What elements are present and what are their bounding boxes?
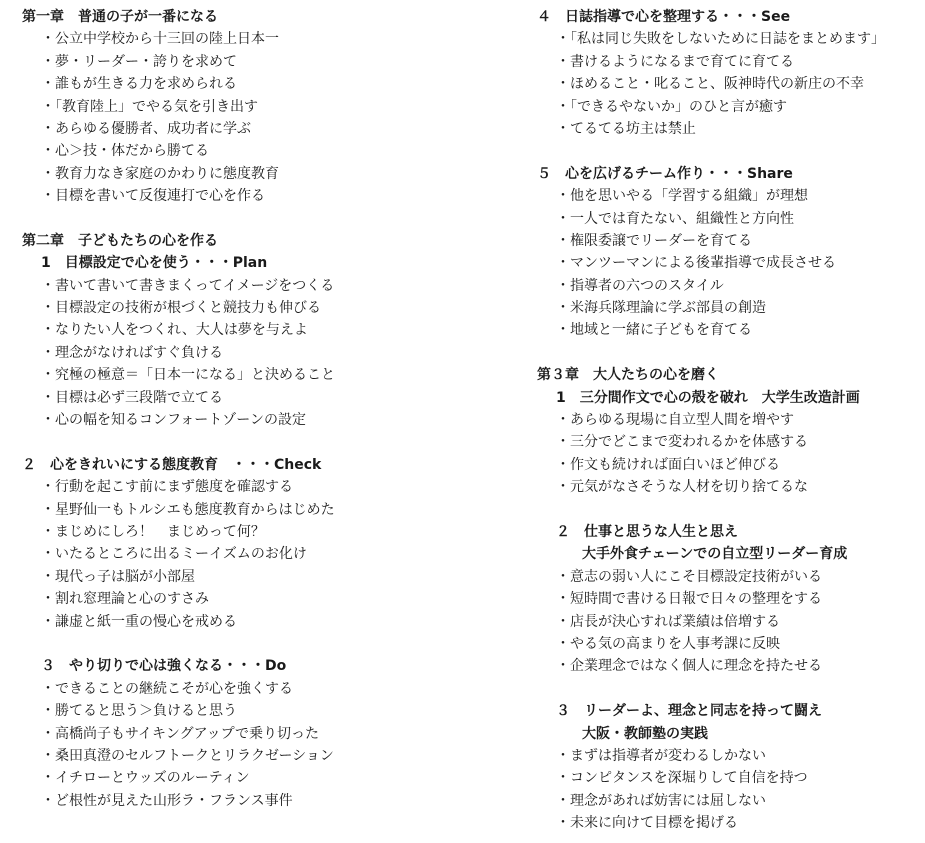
- section-spacer: [537, 342, 925, 364]
- section-heading: 大手外食チェーンでの自立型リーダー育成: [582, 546, 848, 563]
- toc-column-left: [22, 6, 452, 812]
- list-item: ・目標は必ず三段階で立てる: [41, 389, 223, 406]
- list-item: ・ど根性が見えた山形ラ・フランス事件: [41, 792, 293, 809]
- section-spacer: [22, 633, 452, 655]
- list-item: ・「教育陸上」でやる気を引き出す: [41, 98, 258, 115]
- list-item: ・夢・リーダー・誇りを求めて: [41, 53, 237, 70]
- list-item: ・権限委譲でリーダーを育てる: [556, 232, 752, 249]
- list-item: ・店長が決心すれば業績は倍増する: [556, 613, 780, 630]
- list-item: ・意志の弱い人にこそ目標設定技術がいる: [556, 568, 822, 585]
- section-heading: ３ やり切りで心は強くなる・・・Do: [41, 658, 287, 675]
- list-item: ・勝てると思う＞負けると思う: [41, 703, 237, 720]
- list-item: ・「できるやないか」のひと言が癒す: [556, 98, 787, 115]
- list-item: ・できることの継続こそが心を強くする: [41, 680, 293, 697]
- section-heading: 第一章 普通の子が一番になる: [22, 9, 218, 25]
- section-heading: 第二章 子どもたちの心を作る: [22, 232, 218, 249]
- list-item: ・行動を起こす前にまず態度を確認する: [41, 479, 293, 496]
- list-item: ・あらゆる現場に自立型人間を増やす: [556, 412, 794, 429]
- section-spacer: [537, 678, 925, 700]
- list-item: ・まじめにしろ！ まじめって何？: [41, 523, 265, 540]
- list-item: ・星野仙一もトルシエも態度教育からはじめた: [41, 501, 335, 518]
- list-item: ・書いて書いて書きまくってイメージをつくる: [41, 277, 335, 294]
- list-item: ・教育力なき家庭のかわりに態度教育: [41, 165, 279, 182]
- section-spacer: [537, 140, 925, 162]
- list-item: ・理念がなければすぐ負ける: [41, 344, 223, 361]
- list-item: ・公立中学校から十三回の陸上日本一: [41, 31, 279, 48]
- list-item: ・現代っ子は脳が小部屋: [41, 568, 195, 585]
- list-item: ・てるてる坊主は禁止: [556, 120, 696, 137]
- list-item: ・桑田真澄のセルフトークとリラクゼーション: [41, 747, 334, 764]
- list-item: ・企業理念ではなく個人に理念を持たせる: [556, 658, 822, 675]
- list-item: ・イチローとウッズのルーティン: [41, 770, 250, 787]
- section-spacer: [22, 208, 452, 230]
- list-item: ・米海兵隊理論に学ぶ部員の創造: [556, 300, 766, 317]
- list-item: ・誰もが生きる力を求められる: [41, 76, 237, 93]
- list-item: ・心の幅を知るコンフォートゾーンの設定: [41, 412, 307, 429]
- list-item: ・目標を書いて反復連打で心を作る: [41, 188, 265, 205]
- list-item: ・心＞技・体だから勝てる: [41, 143, 209, 160]
- section-heading: 大阪・教師塾の実践: [582, 725, 708, 742]
- list-item: ・指導者の六つのスタイル: [556, 277, 724, 294]
- list-item: ・「私は同じ失敗をしないために日誌をまとめます」: [556, 31, 885, 48]
- section-spacer: [22, 431, 452, 453]
- section-heading: ５ 心を広げるチーム作り・・・Share: [537, 165, 793, 182]
- list-item: ・短時間で書ける日報で日々の整理をする: [556, 591, 822, 608]
- list-item: ・書けるようになるまで育てに育てる: [556, 53, 794, 70]
- list-item: ・作文も続ければ面白いほど伸びる: [556, 456, 780, 473]
- list-item: ・目標設定の技術が根づくと競技力も伸びる: [41, 300, 321, 317]
- list-item: ・三分でどこまで変われるかを体感する: [556, 434, 808, 451]
- list-item: ・地域と一緒に子どもを育てる: [556, 322, 752, 339]
- list-item: ・マンツーマンによる後輩指導で成長させる: [556, 255, 836, 272]
- list-item: ・究極の極意＝「日本一になる」と決めること: [41, 367, 335, 384]
- list-item: ・謙虚と紙一重の慢心を戒める: [41, 613, 237, 630]
- list-item: ・他を思いやる「学習する組織」が理想: [556, 188, 808, 205]
- list-item: ・なりたい人をつくれ、大人は夢を与えよ: [41, 322, 308, 339]
- section-heading: ２ 心をきれいにする態度教育 ・・・Check: [22, 456, 322, 473]
- section-heading: 1 三分間作文で心の殻を破れ 大学生改造計画: [556, 389, 860, 406]
- section-heading: 1 目標設定で心を使う・・・Plan: [41, 255, 268, 272]
- section-heading: ３ リーダーよ、理念と同志を持って闘え: [556, 703, 822, 720]
- section-heading: ４ 日誌指導で心を整理する・・・See: [537, 9, 791, 25]
- section-spacer: [537, 499, 925, 521]
- list-item: ・未来に向けて目標を掲げる: [556, 815, 738, 832]
- section-heading: 第３章 大人たちの心を磨く: [537, 367, 719, 384]
- toc-column-right: [537, 6, 925, 834]
- list-item: ・一人では育たない、組織性と方向性: [556, 210, 794, 227]
- list-item: ・ほめること・叱ること、阪神時代の新庄の不幸: [556, 76, 864, 93]
- list-item: ・いたるところに出るミーイズムのお化け: [41, 546, 307, 563]
- list-item: ・理念があれば妨害には屈しない: [556, 792, 766, 809]
- list-item: ・やる気の高まりを人事考課に反映: [556, 635, 780, 652]
- list-item: ・高橋尚子もサイキングアップで乗り切った: [41, 725, 320, 742]
- list-item: ・コンピタンスを深堀りして自信を持つ: [556, 770, 808, 787]
- list-item: ・割れ窓理論と心のすさみ: [41, 591, 209, 608]
- list-item: ・元気がなさそうな人材を切り捨てるな: [556, 479, 808, 496]
- list-item: ・あらゆる優勝者、成功者に学ぶ: [41, 120, 251, 137]
- section-heading: ２ 仕事と思うな人生と思え: [556, 523, 738, 540]
- list-item: ・まずは指導者が変わるしかない: [556, 747, 766, 764]
